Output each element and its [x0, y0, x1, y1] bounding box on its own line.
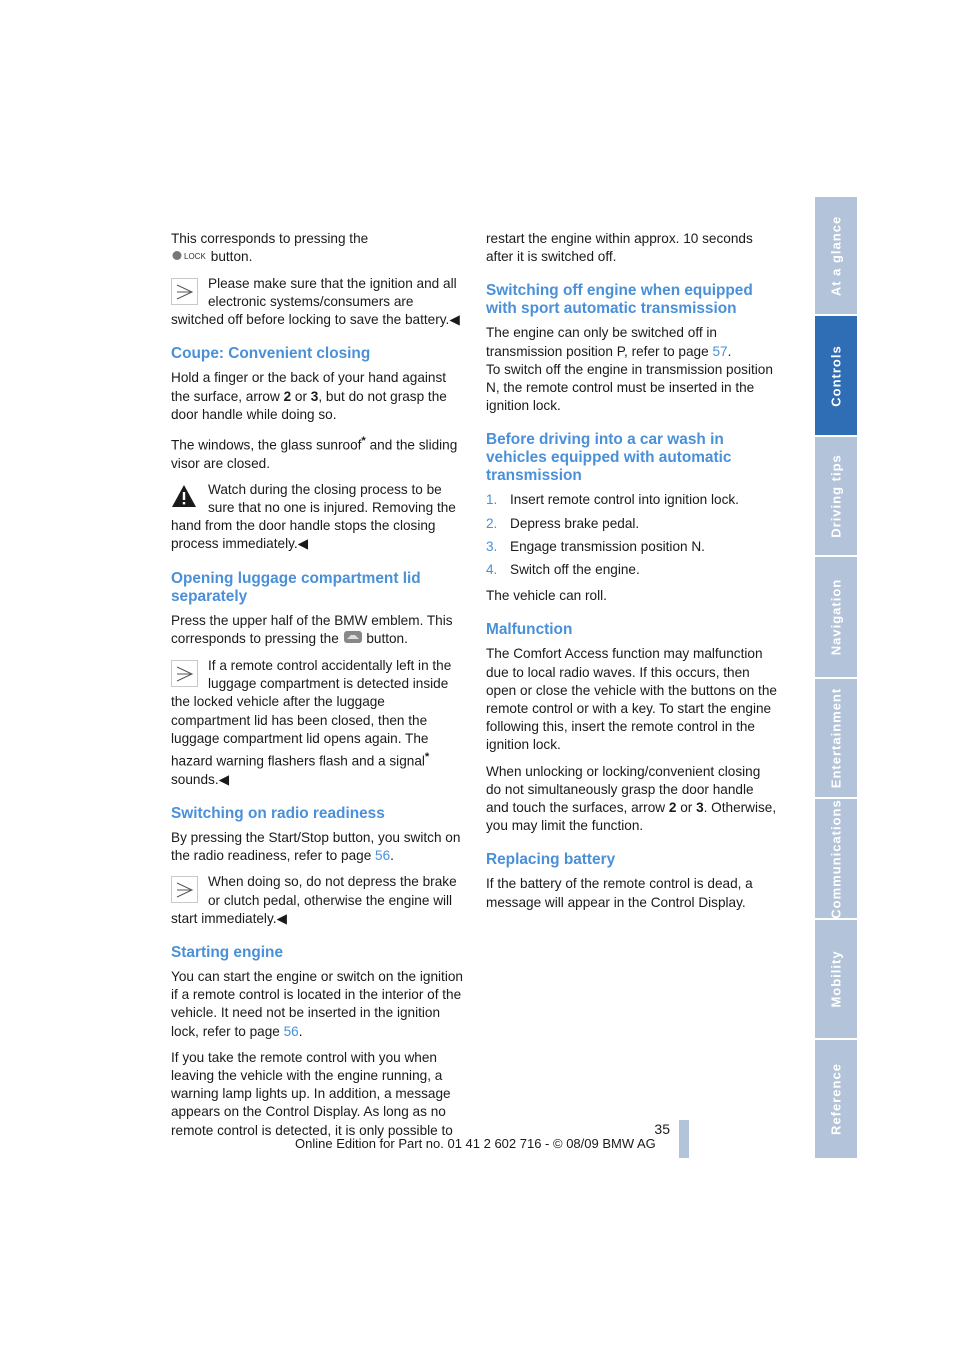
paragraph: Press the upper half of the BMW emblem. This corresponds to pressing the button. — [171, 612, 463, 649]
heading-luggage: Opening luggage compartment lid separately — [171, 569, 421, 605]
footer: Online Edition for Part no. 01 41 2 602 716 - © 08/09 BMW AG — [295, 1136, 656, 1151]
note-arrow-icon — [171, 278, 198, 305]
paragraph: If you take the remote control with you when leaving the vehicle with the engine running, a warning lamp lights up. In addition, a message appears on the Control Display. As long as no remote control is detected, it is only possible to — [171, 1049, 453, 1138]
paragraph: If the battery of the remote control is dead, a message will appear in the Control Display. — [486, 876, 753, 910]
heading-sport: Switching off engine when equipped with sport automatic transmission — [486, 282, 753, 318]
heading-radio: Switching on radio readiness — [171, 805, 385, 823]
trunk-button-icon — [343, 630, 363, 649]
paragraph: When unlocking or locking/convenient closing do not simultaneously grasp the door handle and touch the surfaces, arrow 2 or 3. Otherwise, you may limit the function. — [486, 763, 777, 834]
tab-reference[interactable]: Reference — [815, 1040, 857, 1160]
heading-battery: Replacing battery — [486, 851, 616, 869]
tab-at-a-glance[interactable]: At a glance — [815, 197, 857, 316]
heading-carwash: Before driving into a car wash in vehicles equipped with automatic transmission — [486, 431, 732, 485]
tab-controls[interactable]: Controls — [815, 316, 857, 437]
tab-entertainment[interactable]: Entertainment — [815, 679, 857, 799]
paragraph: The vehicle can roll. — [486, 588, 607, 604]
paragraph: The windows, the glass sunroof* and the sliding visor are closed. — [171, 434, 458, 471]
page-marker — [679, 1120, 689, 1158]
paragraph: By pressing the Start/Stop button, you switch on the radio readiness, refer to page 56. — [171, 830, 461, 864]
note-arrow-icon — [171, 660, 198, 687]
list-item: 2. Depress brake pedal. — [486, 515, 640, 531]
paragraph: restart the engine within approx. 10 seconds after it is switched off. — [486, 231, 753, 265]
list-item: 1. Insert remote control into ignition lock. — [486, 492, 739, 508]
optional-star: * — [424, 751, 430, 764]
tab-mobility[interactable]: Mobility — [815, 920, 857, 1040]
paragraph: The Comfort Access function may malfunction due to local radio waves. If this occurs, then open or close the vehicle with the buttons on the remote control or with a key. To start the engine following this, insert the remote control in the ignition lock. — [486, 646, 777, 753]
paragraph: You can start the engine or switch on the ignition if a remote control is located in the interior of the vehicle. It need not be inserted in the ignition lock, refer to page 56. — [171, 969, 463, 1039]
paragraph: This corresponds to pressing the LOCK button. — [171, 230, 463, 267]
note-box: If a remote control accidentally left in the luggage compartment is detected inside the locked vehicle after the luggage compartment lid has been closed, then the luggage compartment lid opens again. The hazard warning flashers flash and a signal* sounds.◀ — [171, 658, 452, 787]
tab-communications[interactable]: Communications — [815, 799, 857, 920]
right-column — [486, 230, 778, 920]
lock-button-icon — [171, 249, 207, 267]
note-box: Please make sure that the ignition and all electronic systems/consumers are switched off before locking to save the battery.◀ — [171, 275, 460, 328]
warning-triangle-icon — [171, 484, 198, 511]
note-box: When doing so, do not depress the brake or clutch pedal, otherwise the engine will start immediately.◀ — [171, 874, 457, 926]
optional-star: * — [361, 434, 366, 447]
warning-box: Watch during the closing process to be sure that no one is injured. Removing the hand from the door handle stops the closing process immediately.◀ — [171, 481, 456, 552]
list-item: 3. Engage transmission position N. — [486, 538, 705, 554]
paragraph: Hold a finger or the back of your hand against the surface, arrow 2 or 3, but do not grasp the door handle while doing so. — [171, 370, 447, 422]
steps-list — [486, 491, 778, 579]
paragraph: To switch off the engine in transmission position N, the remote control must be inserted in the ignition lock. — [486, 361, 773, 414]
left-column — [171, 230, 463, 1148]
heading-coupe: Coupe: Convenient closing — [171, 345, 371, 363]
page-link[interactable]: 56 — [375, 848, 391, 864]
page-number: 35 — [654, 1121, 670, 1137]
heading-starting: Starting engine — [171, 944, 284, 962]
svg-text:LOCK: LOCK — [184, 251, 206, 261]
page-link[interactable]: 56 — [283, 1023, 299, 1039]
page-link[interactable]: 57 — [712, 343, 728, 359]
paragraph: The engine can only be switched off in transmission position P, refer to page 57. — [486, 325, 732, 359]
heading-malfunction: Malfunction — [486, 621, 573, 639]
tab-driving-tips[interactable]: Driving tips — [815, 437, 857, 557]
tab-navigation[interactable]: Navigation — [815, 557, 857, 679]
list-item: 4. Switch off the engine. — [486, 562, 640, 578]
note-arrow-icon — [171, 876, 198, 903]
section-tabs — [815, 197, 857, 1160]
